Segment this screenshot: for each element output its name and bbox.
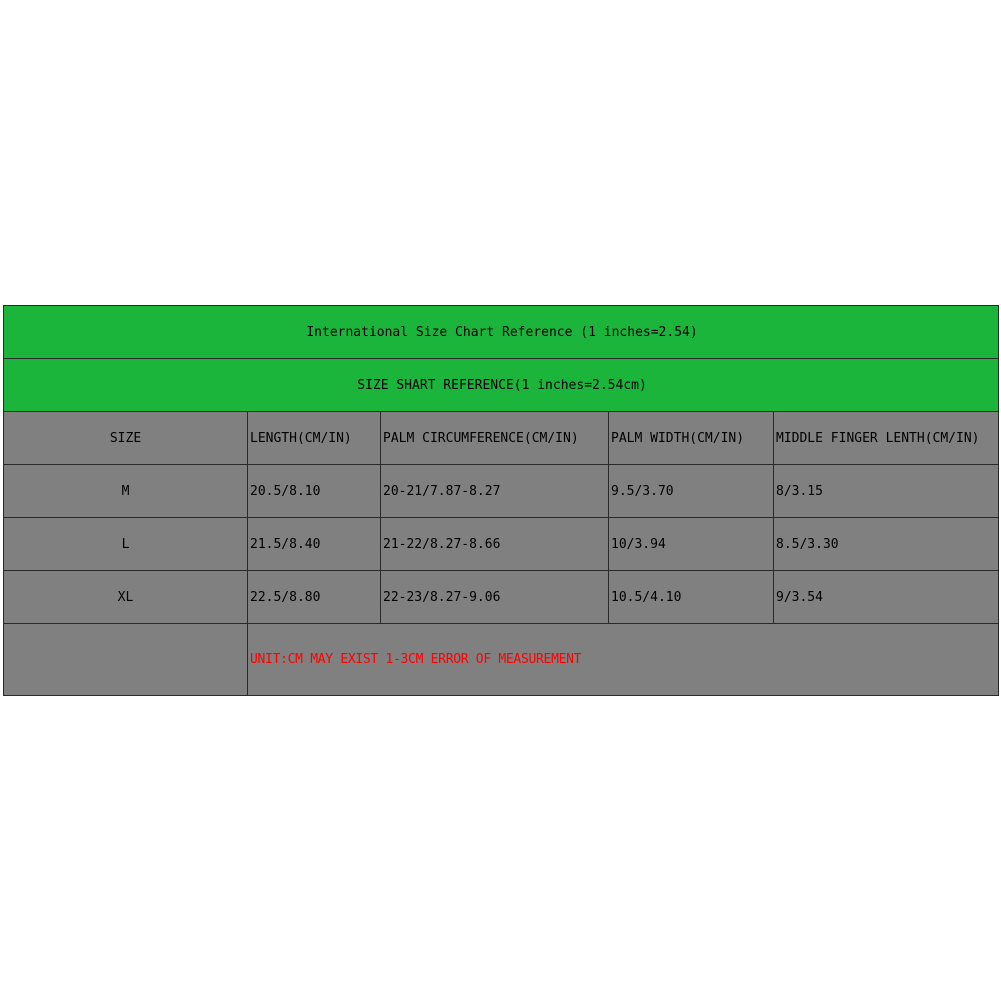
header-size: SIZE — [4, 412, 248, 465]
header-length: LENGTH(CM/IN) — [248, 412, 381, 465]
middle-finger-length-cell: 8.5/3.30 — [774, 518, 999, 571]
note-row — [4, 624, 999, 696]
length-cell: 21.5/8.40 — [248, 518, 381, 571]
size-shart-title: SIZE SHART REFERENCE(1 inches=2.54cm) — [4, 359, 999, 412]
middle-finger-length-cell: 9/3.54 — [774, 571, 999, 624]
size-cell: XL — [4, 571, 248, 624]
empty-cell — [4, 624, 248, 696]
header-palm-width: PALM WIDTH(CM/IN) — [609, 412, 774, 465]
international-title-row — [4, 306, 999, 359]
header-row — [4, 412, 999, 465]
header-palm-circumference: PALM CIRCUMFERENCE(CM/IN) — [381, 412, 609, 465]
international-title: International Size Chart Reference (1 inches=2.54) — [4, 306, 999, 359]
palm-width-cell: 10.5/4.10 — [609, 571, 774, 624]
measurement-note-text: UNIT:CM MAY EXIST 1-3CM ERROR OF MEASUREMENT — [250, 652, 582, 667]
size-chart-table — [3, 305, 999, 696]
measurement-note — [248, 624, 999, 696]
length-cell: 20.5/8.10 — [248, 465, 381, 518]
header-middle-finger-length: MIDDLE FINGER LENTH(CM/IN) — [774, 412, 999, 465]
middle-finger-length-cell: 8/3.15 — [774, 465, 999, 518]
palm-circumference-cell: 22-23/8.27-9.06 — [381, 571, 609, 624]
palm-circumference-cell: 20-21/7.87-8.27 — [381, 465, 609, 518]
table-row — [4, 465, 999, 518]
length-cell: 22.5/8.80 — [248, 571, 381, 624]
table-row — [4, 518, 999, 571]
table-row — [4, 571, 999, 624]
size-shart-title-row — [4, 359, 999, 412]
size-cell: M — [4, 465, 248, 518]
size-cell: L — [4, 518, 248, 571]
palm-width-cell: 10/3.94 — [609, 518, 774, 571]
palm-circumference-cell: 21-22/8.27-8.66 — [381, 518, 609, 571]
palm-width-cell: 9.5/3.70 — [609, 465, 774, 518]
